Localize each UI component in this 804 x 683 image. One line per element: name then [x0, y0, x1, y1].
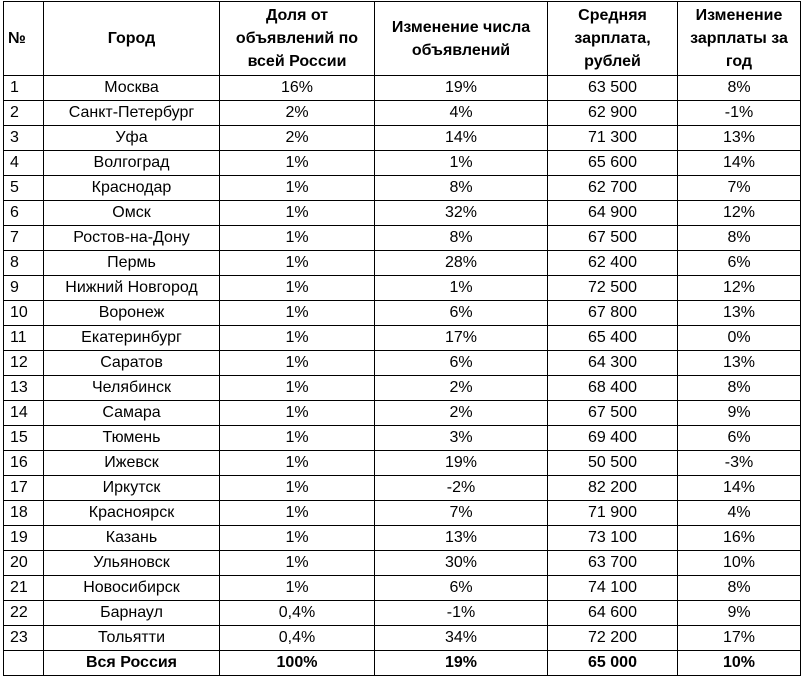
table-row — [4, 251, 801, 276]
cell-share: 100% — [220, 651, 375, 676]
cell-num: 9 — [4, 276, 44, 301]
cell-salary-change: 6% — [678, 426, 801, 451]
cell-ads-change: 6% — [375, 576, 548, 601]
cell-num: 18 — [4, 501, 44, 526]
cell-num: 3 — [4, 126, 44, 151]
cell-salary: 64 900 — [548, 201, 678, 226]
cell-share: 1% — [220, 501, 375, 526]
cell-ads-change: 8% — [375, 176, 548, 201]
cell-salary-change: 12% — [678, 276, 801, 301]
cell-city: Новосибирск — [44, 576, 220, 601]
cell-city: Уфа — [44, 126, 220, 151]
cell-city: Москва — [44, 76, 220, 101]
cell-ads-change: 17% — [375, 326, 548, 351]
cell-ads-change: 1% — [375, 276, 548, 301]
cell-ads-change: 19% — [375, 76, 548, 101]
cell-share: 0,4% — [220, 601, 375, 626]
table-row — [4, 351, 801, 376]
table-row — [4, 426, 801, 451]
cell-salary-change: -1% — [678, 101, 801, 126]
cell-num: 17 — [4, 476, 44, 501]
cell-ads-change: 2% — [375, 401, 548, 426]
cell-city: Ульяновск — [44, 551, 220, 576]
cell-ads-change: 32% — [375, 201, 548, 226]
cell-share: 1% — [220, 451, 375, 476]
cell-salary: 65 600 — [548, 151, 678, 176]
cell-salary-change: 9% — [678, 401, 801, 426]
cell-ads-change: 13% — [375, 526, 548, 551]
cell-num: 7 — [4, 226, 44, 251]
cell-num: 10 — [4, 301, 44, 326]
cell-num: 8 — [4, 251, 44, 276]
table-row — [4, 601, 801, 626]
cell-city: Вся Россия — [44, 651, 220, 676]
cell-city: Омск — [44, 201, 220, 226]
table-row — [4, 626, 801, 651]
cell-salary-change: 13% — [678, 126, 801, 151]
table-row — [4, 126, 801, 151]
cell-salary-change: 17% — [678, 626, 801, 651]
cell-city: Краснодар — [44, 176, 220, 201]
cell-salary: 64 600 — [548, 601, 678, 626]
cell-salary-change: 13% — [678, 351, 801, 376]
salary-table — [3, 1, 801, 676]
cell-share: 2% — [220, 101, 375, 126]
table-row — [4, 101, 801, 126]
table-row — [4, 476, 801, 501]
table-row — [4, 301, 801, 326]
cell-salary-change: 10% — [678, 651, 801, 676]
cell-salary-change: 9% — [678, 601, 801, 626]
cell-salary: 62 400 — [548, 251, 678, 276]
cell-ads-change: 30% — [375, 551, 548, 576]
cell-salary-change: 14% — [678, 476, 801, 501]
cell-num: 14 — [4, 401, 44, 426]
cell-ads-change: 6% — [375, 301, 548, 326]
cell-num: 22 — [4, 601, 44, 626]
cell-share: 1% — [220, 376, 375, 401]
header-city: Город — [44, 2, 220, 76]
cell-city: Санкт-Петербург — [44, 101, 220, 126]
cell-salary: 67 500 — [548, 226, 678, 251]
cell-salary-change: 12% — [678, 201, 801, 226]
cell-salary-change: 0% — [678, 326, 801, 351]
cell-city: Тольятти — [44, 626, 220, 651]
header-num: № — [4, 2, 44, 76]
cell-salary: 62 700 — [548, 176, 678, 201]
cell-salary-change: 8% — [678, 376, 801, 401]
cell-salary: 63 500 — [548, 76, 678, 101]
header-ads-change: Изменение числа объявлений — [375, 2, 548, 76]
cell-salary-change: 13% — [678, 301, 801, 326]
cell-salary: 67 500 — [548, 401, 678, 426]
cell-city: Ижевск — [44, 451, 220, 476]
cell-salary-change: 4% — [678, 501, 801, 526]
cell-salary: 63 700 — [548, 551, 678, 576]
table-row — [4, 551, 801, 576]
cell-share: 1% — [220, 551, 375, 576]
cell-ads-change: 19% — [375, 651, 548, 676]
cell-share: 1% — [220, 326, 375, 351]
header-row — [4, 2, 801, 76]
cell-share: 16% — [220, 76, 375, 101]
cell-num: 19 — [4, 526, 44, 551]
cell-salary-change: 16% — [678, 526, 801, 551]
cell-salary-change: 14% — [678, 151, 801, 176]
cell-ads-change: -1% — [375, 601, 548, 626]
cell-share: 1% — [220, 226, 375, 251]
cell-ads-change: 28% — [375, 251, 548, 276]
table-row — [4, 501, 801, 526]
cell-share: 1% — [220, 201, 375, 226]
cell-share: 1% — [220, 401, 375, 426]
cell-ads-change: 7% — [375, 501, 548, 526]
cell-ads-change: 8% — [375, 226, 548, 251]
table-row — [4, 226, 801, 251]
cell-num: 15 — [4, 426, 44, 451]
cell-salary-change: 10% — [678, 551, 801, 576]
cell-city: Ростов-на-Дону — [44, 226, 220, 251]
cell-salary: 68 400 — [548, 376, 678, 401]
cell-num: 6 — [4, 201, 44, 226]
cell-num: 1 — [4, 76, 44, 101]
cell-ads-change: -2% — [375, 476, 548, 501]
table-row — [4, 376, 801, 401]
cell-share: 1% — [220, 526, 375, 551]
cell-share: 1% — [220, 576, 375, 601]
cell-share: 1% — [220, 176, 375, 201]
cell-num: 4 — [4, 151, 44, 176]
cell-num: 11 — [4, 326, 44, 351]
cell-salary-change: 6% — [678, 251, 801, 276]
cell-city: Челябинск — [44, 376, 220, 401]
table-row — [4, 326, 801, 351]
header-share: Доля от объявлений по всей России — [220, 2, 375, 76]
cell-city: Самара — [44, 401, 220, 426]
cell-salary: 74 100 — [548, 576, 678, 601]
cell-salary: 67 800 — [548, 301, 678, 326]
cell-city: Казань — [44, 526, 220, 551]
cell-share: 1% — [220, 476, 375, 501]
cell-num: 2 — [4, 101, 44, 126]
cell-num — [4, 651, 44, 676]
cell-share: 2% — [220, 126, 375, 151]
cell-ads-change: 34% — [375, 626, 548, 651]
cell-city: Иркутск — [44, 476, 220, 501]
table-row — [4, 451, 801, 476]
cell-salary: 64 300 — [548, 351, 678, 376]
cell-ads-change: 3% — [375, 426, 548, 451]
cell-city: Пермь — [44, 251, 220, 276]
cell-salary-change: 8% — [678, 226, 801, 251]
cell-ads-change: 4% — [375, 101, 548, 126]
cell-share: 1% — [220, 276, 375, 301]
table-row — [4, 76, 801, 101]
cell-ads-change: 1% — [375, 151, 548, 176]
table-row — [4, 526, 801, 551]
table-row — [4, 151, 801, 176]
cell-share: 1% — [220, 301, 375, 326]
cell-salary: 65 400 — [548, 326, 678, 351]
cell-salary: 73 100 — [548, 526, 678, 551]
cell-salary: 69 400 — [548, 426, 678, 451]
cell-num: 13 — [4, 376, 44, 401]
cell-salary: 71 300 — [548, 126, 678, 151]
header-salary-change: Изменение зарплаты за год — [678, 2, 801, 76]
cell-salary-change: 7% — [678, 176, 801, 201]
table-row — [4, 576, 801, 601]
cell-ads-change: 2% — [375, 376, 548, 401]
cell-num: 12 — [4, 351, 44, 376]
cell-salary-change: 8% — [678, 576, 801, 601]
table-row — [4, 401, 801, 426]
header-salary: Средняя зарплата, рублей — [548, 2, 678, 76]
cell-city: Барнаул — [44, 601, 220, 626]
cell-salary: 82 200 — [548, 476, 678, 501]
cell-salary-change: -3% — [678, 451, 801, 476]
cell-city: Нижний Новгород — [44, 276, 220, 301]
cell-num: 5 — [4, 176, 44, 201]
table-row — [4, 176, 801, 201]
cell-num: 23 — [4, 626, 44, 651]
cell-salary: 71 900 — [548, 501, 678, 526]
cell-salary: 62 900 — [548, 101, 678, 126]
cell-share: 1% — [220, 251, 375, 276]
table-body — [4, 76, 801, 676]
cell-num: 16 — [4, 451, 44, 476]
cell-city: Тюмень — [44, 426, 220, 451]
cell-share: 1% — [220, 426, 375, 451]
cell-city: Екатеринбург — [44, 326, 220, 351]
table-row — [4, 201, 801, 226]
table-row — [4, 276, 801, 301]
cell-salary: 72 200 — [548, 626, 678, 651]
cell-share: 0,4% — [220, 626, 375, 651]
cell-city: Красноярск — [44, 501, 220, 526]
cell-salary: 72 500 — [548, 276, 678, 301]
cell-num: 20 — [4, 551, 44, 576]
cell-ads-change: 19% — [375, 451, 548, 476]
cell-city: Воронеж — [44, 301, 220, 326]
cell-num: 21 — [4, 576, 44, 601]
cell-share: 1% — [220, 151, 375, 176]
cell-salary: 65 000 — [548, 651, 678, 676]
cell-salary-change: 8% — [678, 76, 801, 101]
total-row — [4, 651, 801, 676]
cell-share: 1% — [220, 351, 375, 376]
cell-city: Саратов — [44, 351, 220, 376]
cell-ads-change: 6% — [375, 351, 548, 376]
cell-salary: 50 500 — [548, 451, 678, 476]
cell-ads-change: 14% — [375, 126, 548, 151]
cell-city: Волгоград — [44, 151, 220, 176]
